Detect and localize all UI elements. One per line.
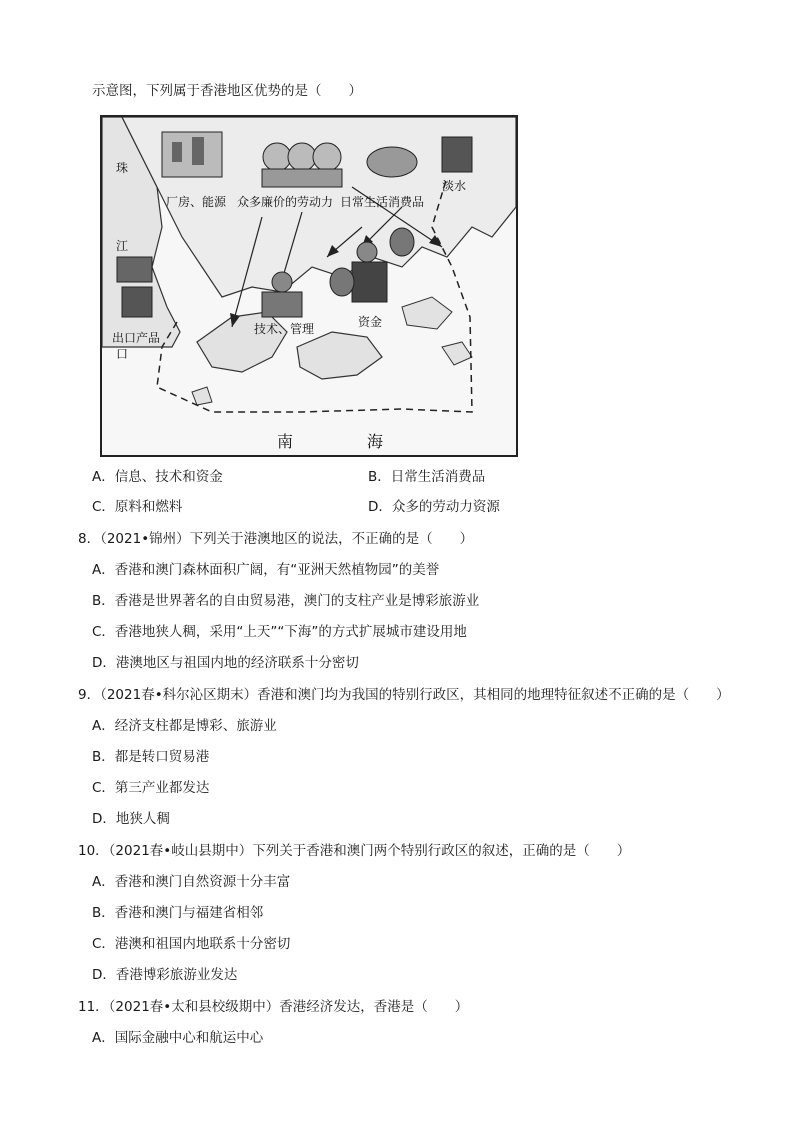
label-capital: 资金 [358, 315, 383, 329]
label-tech-management: 技术、管理 [254, 322, 315, 336]
q8-stem: 8．（2021•锦州）下列关于港澳地区的说法，不正确的是（ ） [78, 531, 474, 547]
q9-option-d[interactable]: D．地狭人稠 [92, 811, 170, 827]
q8-option-c[interactable]: C．香港地狭人稠，采用“上天”“下海”的方式扩展城市建设用地 [92, 624, 467, 640]
label-jiang: 江 [116, 239, 129, 253]
q7-option-d[interactable]: D．众多的劳动力资源 [368, 499, 500, 515]
q10-option-a[interactable]: A．香港和澳门自然资源十分丰富 [92, 874, 291, 890]
q11-option-a[interactable]: A．国际金融中心和航运中心 [92, 1030, 264, 1046]
hong-kong-map [100, 115, 518, 457]
intro-text: 示意图，下列属于香港地区优势的是（ ） [92, 83, 362, 99]
label-zhu: 珠 [116, 161, 129, 175]
label-hai: 海 [367, 432, 384, 451]
label-water: 淡水 [442, 179, 467, 193]
q9-option-a[interactable]: A．经济支柱都是博彩、旅游业 [92, 718, 277, 734]
label-daily-goods: 日常生活消费品 [340, 195, 425, 209]
q9-option-c[interactable]: C．第三产业都发达 [92, 780, 210, 796]
label-plant-energy: 厂房、能源 [166, 195, 227, 209]
label-export: 出口产品 [112, 331, 161, 345]
q9-stem: 9．（2021春•科尔沁区期末）香港和澳门均为我国的特别行政区，其相同的地理特征叙述不正确的是（ ） [78, 687, 730, 703]
map-drawing [102, 117, 516, 455]
q8-option-a[interactable]: A．香港和澳门森林面积广阔，有“亚洲天然植物园”的美誉 [92, 562, 440, 578]
q7-option-b[interactable]: B．日常生活消费品 [368, 469, 486, 485]
q10-option-d[interactable]: D．香港博彩旅游业发达 [92, 967, 238, 983]
label-kou: 口 [116, 347, 129, 361]
label-labor: 众多廉价的劳动力 [237, 195, 334, 209]
label-nan: 南 [277, 432, 294, 451]
q10-stem: 10．（2021春•岐山县期中）下列关于香港和澳门两个特别行政区的叙述，正确的是（ ） [78, 843, 631, 859]
q7-option-a[interactable]: A．信息、技术和资金 [92, 469, 223, 485]
q11-stem: 11．（2021春•太和县校级期中）香港经济发达，香港是（ ） [78, 999, 469, 1015]
q10-option-c[interactable]: C．港澳和祖国内地联系十分密切 [92, 936, 291, 952]
q8-option-b[interactable]: B．香港是世界著名的自由贸易港，澳门的支柱产业是博彩旅游业 [92, 593, 480, 609]
q7-option-c[interactable]: C．原料和燃料 [92, 499, 183, 515]
q8-option-d[interactable]: D．港澳地区与祖国内地的经济联系十分密切 [92, 655, 359, 671]
q10-option-b[interactable]: B．香港和澳门与福建省相邻 [92, 905, 264, 921]
q9-option-b[interactable]: B．都是转口贸易港 [92, 749, 210, 765]
